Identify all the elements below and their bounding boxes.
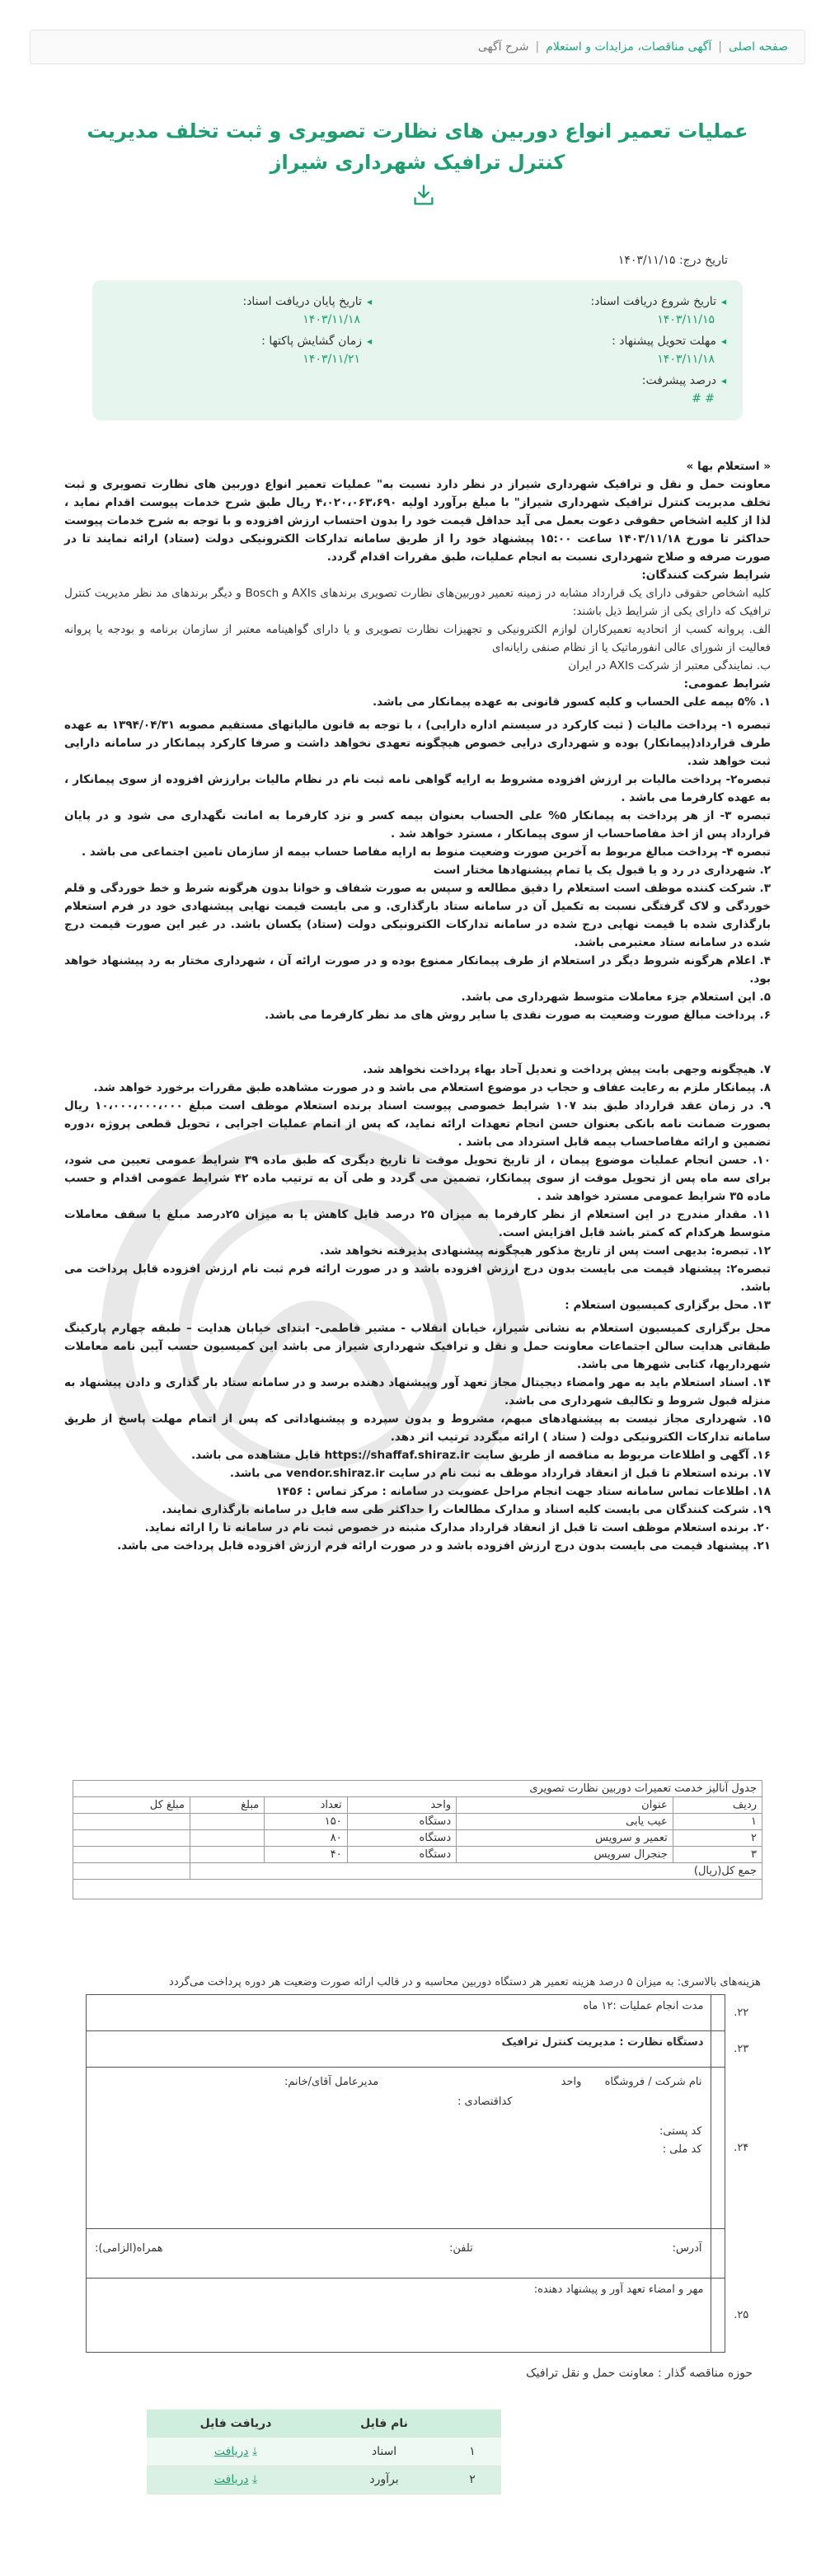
condition-item: ۱۱. مقدار مندرج در این استعلام از نظر کارفرما به میزان ۲۵ درصد قابل کاهش یا به میزان ۲۵درصد مبلغ یا سقف معاملات متوسط هرکدام که کمتر باشد قابل افزایش است.	[64, 1208, 771, 1239]
table-cell: ۲	[673, 1830, 762, 1847]
condition-item: ۲۱. پیشنهاد قیمت می بایست بدون درج ارزش افزوده باشد و در صورت ارائه فرم ارزش افزوده قابل پرداخت می باشد.	[117, 1539, 771, 1553]
table-total-row	[73, 1863, 762, 1880]
supervisor-field: دستگاه نظارت : مدیریت کنترل ترافیک	[87, 2031, 711, 2068]
deadline-value: ۱۴۰۳/۱۱/۱۸	[657, 353, 715, 366]
ceo-label: مدیرعامل آقای/خانم:	[284, 2076, 379, 2088]
file-download[interactable]	[147, 2466, 325, 2494]
note-item: تبصره ۱- پرداخت مالیات ( ثبت کارکرد در سیستم اداره دارایی) ، با توجه به قانون مالیاتهای مستقیم مصوبه ۱۳۹۴/۰۴/۳۱ به عهده طرف قرارداد(پیمانکار) بوده و شهرداری درایی خصوص هیچگونه تعهدی نخواهد داشت و صرفا کارکرد پیمانکار در سامانه دارایی ثبت خواهد شد.	[64, 719, 772, 768]
table-header: عنوان	[457, 1797, 673, 1814]
table-cell: ۱	[673, 1814, 762, 1830]
company-conditions-heading: شرایط شرکت کنندگان:	[641, 569, 771, 582]
row-number: ۲۳.	[734, 2043, 749, 2055]
table-cell: ۴۰	[265, 1847, 347, 1863]
file-name: اسناد	[325, 2438, 443, 2466]
note-item: تبصره۲- پرداخت مالیات بر ارزش افزوده مشروط به ارایه گواهی نامه ثبت نام در نظام مالیات برارزش افزوده از سوی پیمانکار ، به عهده کارفرما می باشد .	[64, 773, 771, 804]
table-cell	[190, 1814, 265, 1830]
download-icon[interactable]	[412, 183, 435, 208]
condition-item: ۱۳. محل برگزاری کمیسیون استعلام :	[565, 1299, 771, 1312]
publish-date	[618, 254, 728, 267]
table-cell	[73, 1863, 190, 1880]
table-cell: تعمیر و سرویس	[457, 1830, 673, 1847]
breadcrumb-separator: |	[718, 40, 722, 54]
company-name-label: نام شرکت / فروشگاه	[604, 2076, 702, 2088]
condition-item: ۹. در زمان عقد قرارداد طبق بند ۱۰۷ شرایط خصوصی پیوست اسناد برنده استعلام موظف است مبلغ ۱۰،۰۰۰،۰۰۰،۰۰۰ ریال بصورت ضمانت نامه بانکی بعنوان حسن انجام تعهدات ارائه نماید، که پس از اتمام عملیات اجرایی ، تحویل قطعی پروژه ،دوره تضمین و ارائه مفاصاحساب بیمه قابل استرداد می باشد .	[64, 1099, 772, 1149]
end-date-label: ◂ تاریخ پایان دریافت اسناد:	[242, 295, 372, 313]
table-header: واحد	[347, 1797, 456, 1814]
opening-label: ◂ زمان گشایش پاکتها :	[242, 335, 372, 353]
cost-analysis-table	[73, 1780, 762, 1899]
company-condition: ب. نمایندگی معتبر از شرکت AXIs در ایران	[568, 659, 771, 672]
condition-item: ۲. شهرداری در رد و یا قبول یک یا تمام پیشنهادها مختار است	[433, 864, 771, 877]
file-download-link[interactable]: دریافت	[213, 2473, 249, 2486]
breadcrumb-current: شرح آگهی	[477, 40, 529, 54]
download-icon: ⤓	[251, 2444, 258, 2458]
table-cell: دستگاه	[347, 1830, 456, 1847]
company-condition: الف. پروانه کسب از اتحادیه تعمیرکاران لوازم الکترونیکی و تجهیزات نظارت تصویری و یا دارای گواهینامه معتبر از سازمان برنامه و بودجه یا پروانه فعالیت از شورای عالی انفورماتیک یا از نظام صنفی رایانه‌ای	[64, 623, 771, 654]
phone-label: تلفن:	[449, 2242, 473, 2255]
address-field[interactable]	[87, 2229, 711, 2279]
file-row	[147, 2466, 501, 2494]
note-item: تبصره ۴- پرداخت مبالغ مربوط به آخرین صورت وضعیت منوط به ارایه مفاصا حساب بیمه از سازمان تامین اجتماعی می باشد .	[81, 845, 771, 859]
economic-code-label: کداقتصادی :	[457, 2096, 513, 2108]
condition-item: ۲۰. برنده استعلام موظف است تا قبل از انعقاد قرارداد مدارک مثبته در خصوص ثبت نام در سامانه تا را ارائه نماید.	[144, 1521, 771, 1534]
file-number: ۱	[443, 2438, 501, 2466]
form-spacer	[711, 2031, 725, 2068]
deadline-label: ◂ مهلت تحویل پیشنهاد :	[591, 335, 726, 353]
table-row	[73, 1814, 762, 1830]
body-heading: « استعلام بها »	[686, 460, 771, 473]
table-cell	[190, 1847, 265, 1863]
condition-item: ۱۶. آگهی و اطلاعات مربوط به مناقصه از طریق سایت https://shaffaf.shiraz.ir قابل مشاهده می باشد.	[191, 1449, 771, 1462]
mobile-label: همراه(الزامی):	[95, 2242, 163, 2255]
tender-owner: حوزه مناقصه گذار : معاونت حمل و نقل ترافیک	[526, 2367, 753, 2380]
condition-item: ۶. پرداخت مبالغ صورت وضعیت به صورت نقدی یا سایر روش های مد نظر کارفرما می باشد.	[265, 1009, 771, 1022]
publish-date-value: ۱۴۰۳/۱۱/۱۵	[617, 254, 676, 267]
condition-item: ۵. این استعلام جزء معاملات متوسط شهرداری می باشد.	[461, 991, 771, 1004]
files-header-row	[147, 2410, 501, 2438]
table-cell: ۱۵۰	[265, 1814, 347, 1830]
breadcrumb-home[interactable]: صفحه اصلی	[728, 40, 788, 54]
file-download[interactable]	[147, 2438, 325, 2466]
table-cell	[73, 1814, 190, 1830]
publish-date-label: تاریخ درج:	[678, 254, 728, 267]
announcement-body	[64, 457, 771, 1555]
table-cell	[190, 1830, 265, 1847]
tender-info-box	[92, 280, 743, 420]
note-item: تبصره ۳- از هر پرداخت به پیمانکار ۵% علی الحساب بعنوان بیمه کسر و نزد کارفرما به امانت نگهداری می شود و در پایان قرارداد پس از اخذ مفاصاحساب از سوی پیمانکار ، مسترد خواهد شد .	[64, 809, 772, 841]
overhead-note: هزینه‌های بالاسری: به میزان ۵ درصد هزینه تعمیر هر دستگاه دوربین محاسبه و در قالب ارائه صورت وضعیت هر دوره پرداخت می‌گردد	[169, 1976, 761, 1988]
condition-item: ۱۵. شهرداری مجاز نیست به پیشنهادهای مبهم، مشروط و بدون سپرده و پیشنهاداتی که پس از اتمام مهلت پاسخ از طریق سامانه تدارکات الکترونیکی دولت ( ستاد ) ارائه میگردد ترتیب اثر دهد.	[64, 1412, 771, 1444]
form-spacer	[711, 1995, 725, 2031]
note-item: تبصره۲: پیشنهاد قیمت می بایست بدون درج ارزش افزوده باشد و در صورت ارائه فرم ثبت نام ارزش افزوده قابل پرداخت می باشد.	[64, 1262, 771, 1294]
file-download-link[interactable]: دریافت	[213, 2444, 249, 2458]
table-row	[73, 1830, 762, 1847]
condition-item: ۱۷. برنده استعلام تا قبل از انعقاد قرارداد موظف به ثبت نام در سایت vendor.shiraz.ir می باشد.	[229, 1467, 771, 1480]
breadcrumb-separator: |	[535, 40, 540, 54]
files-header	[443, 2410, 501, 2438]
form-spacer	[711, 2229, 725, 2279]
table-cell: عیب یابی	[457, 1814, 673, 1830]
body-intro: معاونت حمل و نقل و ترافیک شهرداری شیراز در نظر دارد نسبت به" عملیات تعمیر انواع دوربین های نظارت تصویری و ثبت تخلف مدیریت کنترل ترافیک شهرداری شیراز" با مبلغ برآورد اولیه ۴،۰۲۰،۰۶۳،۶۹۰ ریال طبق شرح خدمات پیوست اقدام نماید ، لذا از کلیه اشخاص حقوقی دعوت بعمل می آید حداقل قیمت خود را بدون احتساب ارزش افزوده و با توجه به شرح خدمات پیوست حداکثر تا مورخ ۱۴۰۳/۱۱/۱۸ ساعت ۱۵:۰۰ پیشنهاد خود را از طریق سامانه تدارکات الکترونیکی دولت (ستاد) ارائه نمایند تا در صورت صرفه و صلاح شهرداری نسبت به انجام عملیات، طبق مقررات اقدام گردد.	[64, 478, 771, 564]
stamp-label: مهر و امضاء تعهد آور و پیشنهاد دهنده:	[533, 2283, 704, 2296]
condition-item: ۷. هیچگونه وجهی بابت پیش پرداخت و تعدیل آحاد بهاء پرداخت نخواهد شد.	[363, 1063, 771, 1076]
condition-item: ۱۸. اطلاعات تماس سامانه ستاد جهت انجام مراحل عضویت در سامانه : مرکز تماس : ۱۴۵۶	[275, 1485, 771, 1498]
duration-field: مدت انجام عملیات :۱۲ ماه	[87, 1995, 711, 2031]
table-cell	[73, 1830, 190, 1847]
table-cell: ۳	[673, 1847, 762, 1863]
breadcrumb	[30, 30, 805, 64]
files-header: نام فایل	[325, 2410, 443, 2438]
condition-item: ۱۲. تبصره: بدیهی است پس از تاریخ مذکور هیچگونه پیشنهادی پذیرفته نخواهد شد.	[319, 1244, 771, 1258]
progress-value: # #	[692, 392, 715, 405]
postal-code-label: کد پستی:	[659, 2125, 702, 2138]
table-header: تعداد	[265, 1797, 347, 1814]
form-spacer	[711, 2279, 725, 2353]
files-table	[147, 2410, 501, 2494]
national-code-label: کد ملی :	[662, 2143, 702, 2156]
breadcrumb-tenders[interactable]: آگهی مناقصات، مزایدات و استعلام	[546, 40, 712, 54]
table-caption: جدول آنالیز خدمت تعمیرات دوربین نظارت تصویری	[73, 1781, 762, 1797]
row-number: ۲۲.	[734, 2007, 749, 2019]
table-cell	[73, 1880, 762, 1899]
opening-value: ۱۴۰۳/۱۱/۲۱	[303, 353, 360, 366]
unit-label: واحد	[561, 2076, 582, 2088]
table-cell: جنجرال سرویس	[457, 1847, 673, 1863]
condition-item: ۴. اعلام هرگونه شروط دیگر در استعلام از طرف پیمانکار ممنوع بوده و در صورت ارائه آن ، شهرداری مختار به رد پیشنهاد خواهد بود.	[64, 954, 771, 986]
table-header-row	[73, 1797, 762, 1814]
table-cell	[73, 1847, 190, 1863]
table-header: ردیف	[673, 1797, 762, 1814]
company-name-row	[561, 2076, 702, 2088]
row-number: ۲۴.	[734, 2142, 749, 2154]
bidder-form-table	[86, 1994, 758, 2353]
start-date-value: ۱۴۰۳/۱۱/۱۵	[657, 313, 715, 326]
condition-item: ۱۰. حسن انجام عملیات موضوع پیمان ، از تاریخ تحویل موقت تا تاریخ دیگری که طبق ماده ۳۹ شرایط عمومی تعیین می شود، برای سه ماه پس از تحویل موقت از سوی پیمانکار، تضمین می گردد و طی آن به ترتیب ماده ۴۲ شرایط عمومی اقدام و حسب ماده ۳۵ شرایط عمومی مسترد خواهد شد .	[64, 1154, 771, 1203]
page-title: عملیات تعمیر انواع دوربین های نظارت تصویری و ثبت تخلف مدیریت کنترل ترافیک شهرداری شیراز	[87, 119, 748, 174]
files-header: دریافت فایل	[147, 2410, 325, 2438]
file-name: برآورد	[325, 2466, 443, 2494]
table-cell: دستگاه	[347, 1847, 456, 1863]
condition-item: ۳. شرکت کننده موظف است استعلام را دقیق مطالعه و سپس به صورت شفاف و خوانا بدون هرگونه شرط و خط خوردگی و قلم خوردگی و لاک گرفتگی نسبت به تکمیل آن در سامانه ستاد بارگذاری. و می بایست قیمت نهایی پیشنهادی خود در فرم استعلام بارگذاری شده با قیمت نهایی درج شده در سامانه تدارکات الکترونیکی دولت (ستاد) یکسان باشد. در غیر این صورت قیمت درج شده در سامانه ستاد معتبرمی باشد.	[64, 882, 771, 949]
condition-item: ۱. ۵% بیمه علی الحساب و کلیه کسور قانونی به عهده پیمانکار می باشد.	[372, 696, 771, 709]
progress-label: ◂ درصد پیشرفت:	[591, 374, 726, 392]
stamp-field[interactable]	[87, 2279, 711, 2353]
table-row	[73, 1847, 762, 1863]
table-header: مبلغ کل	[73, 1797, 190, 1814]
company-info-field[interactable]	[87, 2068, 711, 2229]
file-number: ۲	[443, 2466, 501, 2494]
table-cell: ۸۰	[265, 1830, 347, 1847]
row-number	[725, 2229, 758, 2279]
total-label: جمع کل(ریال)	[190, 1863, 762, 1880]
end-date-value: ۱۴۰۳/۱۱/۱۸	[303, 313, 360, 326]
table-cell: دستگاه	[347, 1814, 456, 1830]
row-number: ۲۵.	[734, 2309, 749, 2321]
condition-item: ۱۹. شرکت کنندگان می بایست کلیه اسناد و مدارک مطالعات را حداکثر طی سه فایل در سامانه بارگذاری نمایند.	[162, 1503, 771, 1516]
condition-item: ۱۴. اسناد استعلام باید به مهر وامضاء دیجیتال مجاز تعهد آور وپیشنهاد دهنده برسد و در سامانه ستاد بار گذاری و دادن پیشنهاد به منزله قبول شروط و تکالیف شهرداری می باشد.	[64, 1376, 771, 1407]
table-header: مبلغ	[190, 1797, 265, 1814]
start-date-label: ◂ تاریخ شروع دریافت اسناد:	[591, 295, 726, 313]
condition-item: ۸. پیمانکار ملزم به رعایت عفاف و حجاب در موضوع استعلام می باشد و در صورت مشاهده طبق مقررات برخورد خواهد شد.	[93, 1081, 771, 1094]
download-icon: ⤓	[251, 2473, 258, 2486]
form-spacer	[711, 2068, 725, 2229]
general-conditions-heading: شرایط عمومی:	[683, 677, 771, 691]
condition-item: محل برگزاری کمیسیون استعلام به نشانی شیراز، خیابان انقلاب - مشیر فاطمی- ابتدای خیابان هدایت – طبقه چهارم پارکینگ طبقاتی هدایت سالن اجتماعات معاونت حمل و نقل و ترافیک شهرداری شیراز می باشد این کمیسیون حسب آیین نامه معاملات شهرداریها، کتابی شهرها می باشد.	[64, 1322, 771, 1371]
address-label: آدرس:	[672, 2242, 702, 2255]
file-row	[147, 2438, 501, 2466]
company-condition: کلیه اشخاص حقوقی دارای یک قرارداد مشابه در زمینه تعمیر دوربین‌های نظارت تصویری برندهای AXIs و Bosch و دیگر برندهای مد نظر مدیریت کنترل ترافیک که دارای یکی از شرایط ذیل باشند:	[64, 587, 771, 618]
